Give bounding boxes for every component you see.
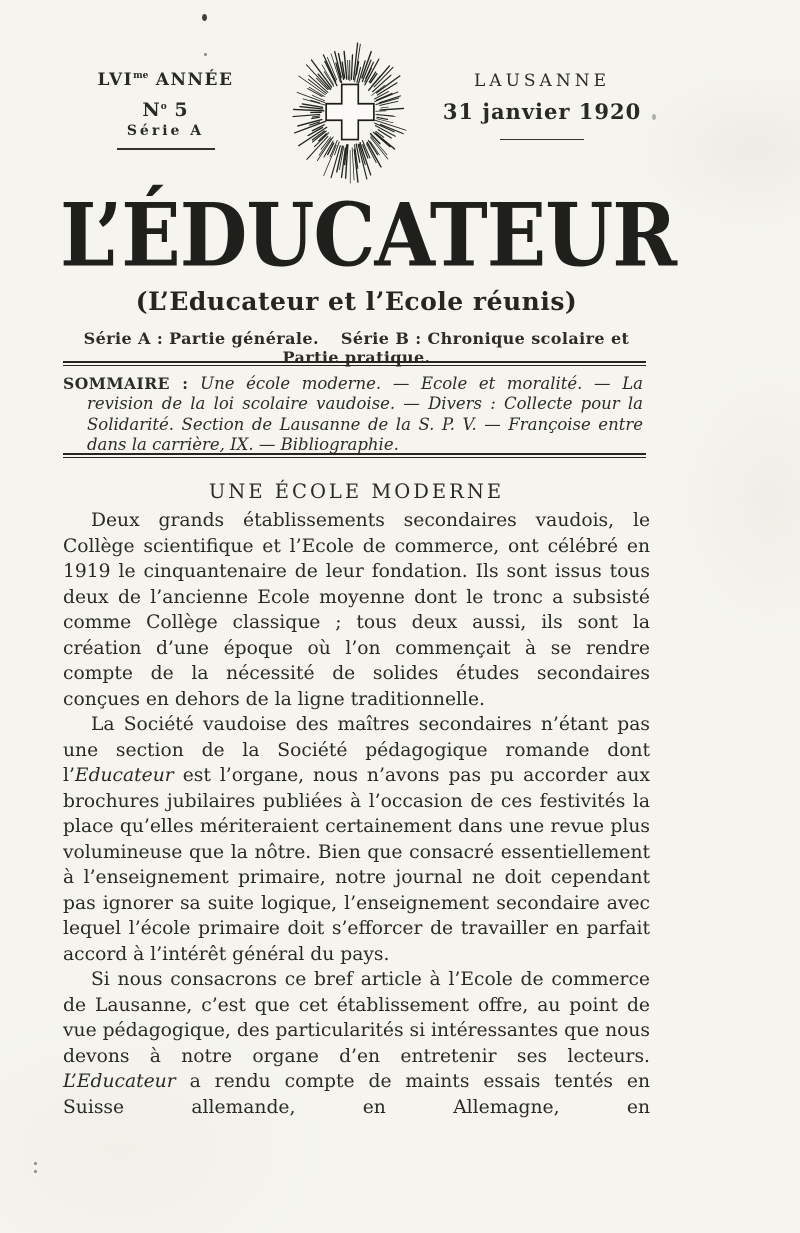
ink-speck [652,114,656,120]
issue-letter: N [142,99,161,121]
paragraph-2-text-b: est l’organe, nous n’avons pas pu accorder aux brochures jubilaires publiées à l’occasion de ces festivités la place qu’elles mériteraient certainement dans une revue plus volumineuse que la nôtre. Bien que consacré essentiellement à l’enseignement primaire, notre journal ne doit cependant pas ignorer sa suite logique, l’enseignement secondaire avec lequel l’école primaire doit s’efforcer de travailler en parfait accord à l’intérêt général du pays. [63,765,650,965]
paragraph-3-journal-name: L’Educateur [63,1071,176,1092]
sommaire-label: SOMMAIRE : [63,374,189,393]
paragraph-2-text-a: La Société vaudoise des maîtres secondaires n’étant pas une section de la Société pédagogique romande dont l’ [63,714,650,786]
masthead-left [63,70,268,150]
issue-date: 31 janvier 1920 [442,99,642,124]
volume-word: ANNÉE [155,70,234,90]
masthead-right [437,71,647,140]
paragraph-1-text: Deux grands établissements secondaires vaudois, le Collège scientifique et l’Ecole de commerce, ont célébré en 1919 le cinquantenaire de leur fondation. Ils sont issus tous deux de l’ancienne Ecole moyenne dont le tronc a subsisté comme Collège classique ; tous deux aussi, ils sont la création d’une époque où l’on commençait à se rendre compte de la nécessité de solides études secondaires conçues en dehors de la ligne traditionnelle. [63,510,650,710]
issue-line [63,99,268,121]
paragraph-3 [63,967,650,1120]
sommaire-bottom-rule [63,453,646,458]
series-a-description: Série A : Partie générale. [83,329,319,348]
issue-sup: o [160,102,167,112]
issue-number: 5 [174,99,189,121]
sommaire [63,374,643,455]
masthead-left-rule [117,148,215,150]
ink-speck [34,1162,37,1174]
journal-subtitle: (L’Educateur et l’Ecole réunis) [135,287,578,316]
volume-ordinal-sup: me [133,71,149,81]
ink-speck [204,53,207,56]
article-body [63,508,650,1120]
article-heading: UNE ÉCOLE MODERNE [208,480,505,503]
volume-prefix: LVI [97,70,134,90]
volume-line [63,70,268,90]
paragraph-2 [63,712,650,967]
paragraph-3-text-b: a rendu compte de maints essais tentés en Suisse allemande, en Allemagne, en [63,1071,650,1118]
paragraph-3-text-a: Si nous consacrons ce bref article à l’Ecole de commerce de Lausanne, c’est que cet établissement offre, au point de vue pédagogique, des particularités si intéressantes que nous devons à notre organe d’en entretenir ses lecteurs. [63,969,650,1067]
series-b-description: Série B : Chronique scolaire et Partie pratique. [282,329,630,367]
paragraph-1 [63,508,650,712]
journal-title: L’ÉDUCATEUR [60,184,677,287]
paragraph-2-journal-name: Educateur [74,765,174,786]
city: LAUSANNE [474,71,610,91]
sommaire-content: Une école moderne. — Ecole et moralité. — La revision de la loi scolaire vaudoise. — Divers : Collecte pour la Solidarité. Section de Lausanne de la S. P. V. — Françoise entre dans la carrière, IX. — Bibliographie. [87,374,644,454]
sommaire-top-rule [63,361,646,366]
masthead-right-rule [500,139,584,140]
ink-speck [202,14,207,21]
series-label: Série A [126,123,205,139]
swiss-cross-sunburst-icon [272,34,428,190]
